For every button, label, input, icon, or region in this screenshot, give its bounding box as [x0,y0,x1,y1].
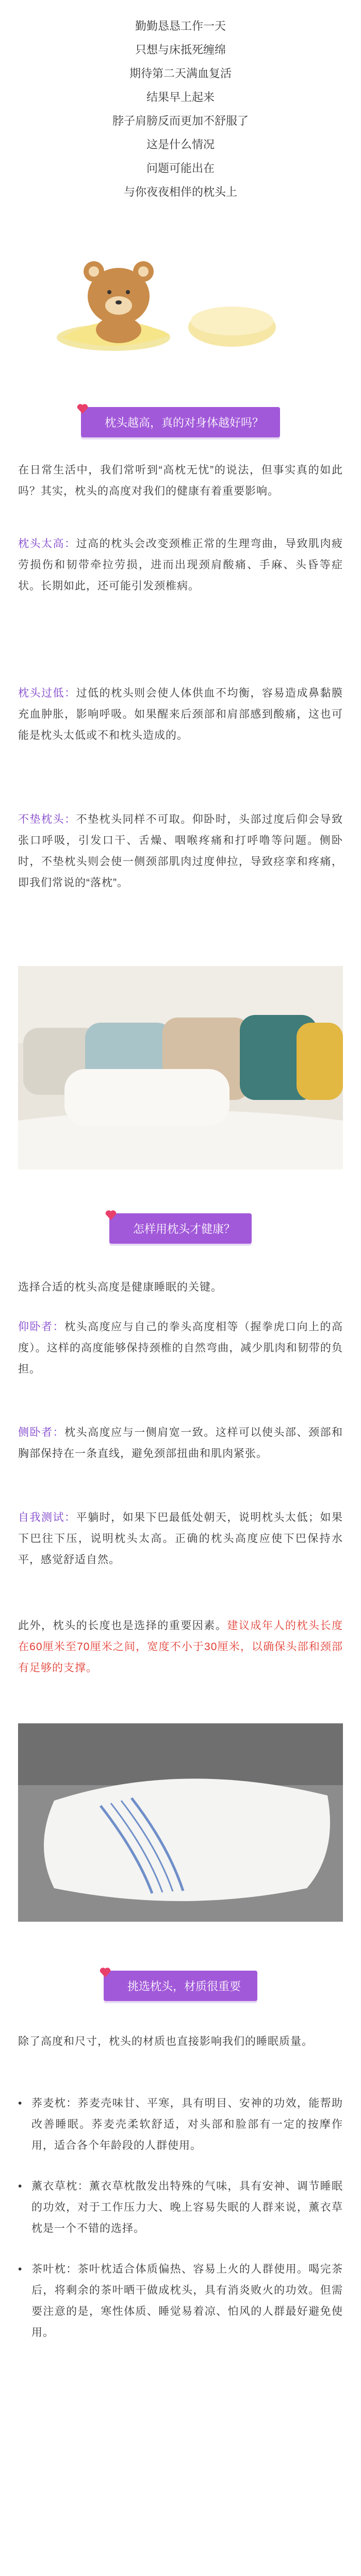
section-title-text: 挑选枕头，材质很重要 [127,1980,241,1993]
bullet-dot: • [18,2180,23,2192]
self-test-label: 自我测试： [18,1512,76,1523]
low-pillow-text: 过低的枕头则会使人体供血不均衡，容易造成鼻黏膜充血肿胀，影响呼吸。如果醒来后颈部和肩部感到酸痛，这也可能是枕头太低或不和枕头造成的。 [18,687,343,741]
section3-intro: 除了高度和尺寸，枕头的材质也直接影响我们的睡眠质量。 [18,2036,313,2047]
low-pillow-label: 枕头过低： [18,687,76,699]
intro-poem [0,14,361,204]
list-item [18,2259,343,2343]
no-pillow-text: 不垫枕头同样不可取。仰卧时，头部过度后仰会导致张口呼吸，引发口干、舌燥、咽喉疼痛和打呼噜等问题。侧卧时，不垫枕头则会使一侧颈部肌肉过度伸拉，导致痉挛和疼痛，即我们常说的“落枕”。 [18,814,343,889]
supine-paragraph [18,1316,343,1380]
intro-line: 勤勤恳恳工作一天 [135,20,226,32]
bullet-dot: • [18,2263,23,2275]
heart-icon [76,402,89,415]
no-pillow-paragraph [18,809,343,893]
section-title-materials [104,1971,257,2001]
bullet-dot: • [18,2097,23,2109]
intro-line: 脖子肩膀反而更加不舒服了 [112,114,249,127]
self-test-text: 平躺时，如果下巴最低处朝天，说明枕头太低；如果下巴往下压，说明枕头太高。正确的枕头高度应使下巴保持水平，感觉舒适自然。 [18,1512,343,1566]
side-sleeper-paragraph [18,1422,343,1464]
side-sleeper-text: 枕头高度应与一侧肩宽一致。这样可以使头部、颈部和胸部保持在一条直线，避免颈部扭曲和肌肉紧张。 [18,1427,343,1460]
section2-intro: 选择合适的枕头高度是健康睡眠的关键。 [18,1281,222,1293]
intro-line: 结果早上起来 [146,91,215,104]
supine-text: 枕头高度应与自己的拳头高度相等（握拳虎口向上的高度）。这样的高度能够保持颈椎的自然弯曲，减少肌肉和韧带的负担。 [18,1321,343,1375]
section-title-healthy-use [109,1213,252,1244]
material-buckwheat-text: 荞麦枕：荞麦壳味甘、平寒，具有明目、安神的功效，能帮助改善睡眠。荞麦壳柔软舒适，对头部和脸部有一定的按摩作用，适合各个年龄段的人群使用。 [31,2097,343,2151]
section1-intro: 在日常生活中，我们常听到“高枕无忧”的说法，但事实真的如此吗？其实，枕头的高度对我们的健康有着重要影响。 [18,464,343,497]
side-sleeper-label: 侧卧者： [18,1427,65,1438]
low-pillow-paragraph [18,683,343,746]
section-title-pillow-height [81,407,280,437]
intro-line: 问题可能出在 [146,162,215,175]
supine-label: 仰卧者： [18,1321,65,1333]
heart-icon [104,1208,118,1222]
high-pillow-text: 过高的枕头会改变颈椎正常的生理弯曲，导致肌肉疲劳损伤和韧带牵拉劳损，进而出现颈肩酸痛、手麻、头昏等症状。长期如此，还可能引发颈椎病。 [18,538,343,592]
material-tea-text: 茶叶枕：茶叶枕适合体质偏热、容易上火的人群使用。喝完茶后，将剩余的茶叶晒干做成枕头，具有消炎败火的功效。但需要注意的是，寒性体质、睡觉易着凉、怕风的人群最好避免使用。 [31,2263,343,2338]
list-item [18,2176,343,2239]
pillow-length-text: 此外，枕头的长度也是选择的重要因素。 [18,1620,227,1632]
section-title-text: 怎样用枕头才健康？ [133,1223,236,1235]
pillow-length-highlight: 建议成年人的枕头长度在60厘米至70厘米之间，宽度不小于30厘米，以确保头部和颈部有足够的支撑。 [18,1620,343,1674]
high-pillow-label: 枕头太高： [18,538,76,550]
self-test-paragraph [18,1507,343,1570]
material-lavender-text: 薰衣草枕：薰衣草枕散发出特殊的气味，具有安神、调节睡眠的功效，对于工作压力大、晚上容易失眠的人群来说，薰衣草枕是一个不错的选择。 [31,2180,343,2234]
material-list [18,2093,343,2343]
striped-pillow-photo [18,1723,343,1922]
no-pillow-label: 不垫枕头： [18,814,76,825]
pillows-on-bed-photo [18,966,343,1170]
intro-line: 这是什么情况 [146,138,215,151]
bear-pillow-illustration [52,234,289,363]
heart-icon [99,1965,112,1979]
intro-line: 与你夜夜相伴的枕头上 [123,185,237,198]
intro-line: 只想与床抵死缠绵 [135,43,226,56]
section-title-text: 枕头越高，真的对身体越好吗？ [104,416,264,429]
high-pillow-paragraph [18,533,343,597]
pillow-length-paragraph [18,1615,343,1679]
intro-line: 期待第二天满血复活 [129,67,232,80]
list-item [18,2093,343,2156]
